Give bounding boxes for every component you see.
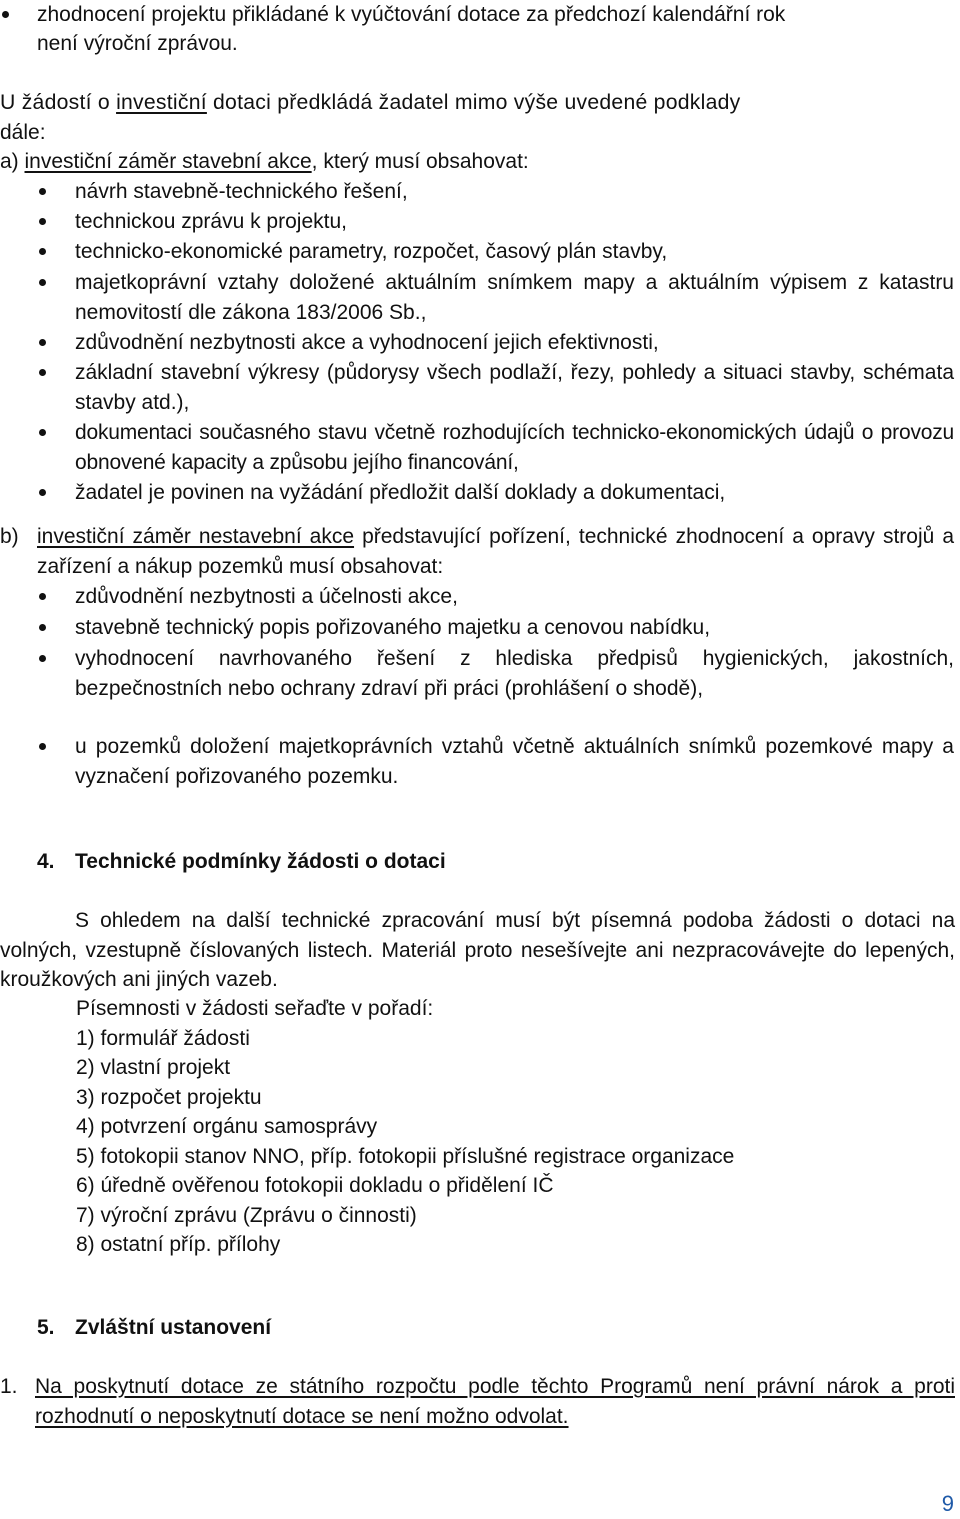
list-a-text: zdůvodnění nezbytnosti akce a vyhodnocení jejich efektivnosti, <box>75 331 659 354</box>
list-a-item-3 <box>39 268 954 324</box>
intro-bullet-line-1: zhodnocení projektu přikládané k vyúčtování dotace za předchozí kalendářní rok <box>37 3 786 26</box>
item-b <box>37 522 954 581</box>
list-a-item-1 <box>39 207 347 233</box>
section4-order-intro: Písemnosti v žádosti seřaďte v pořadí: <box>76 997 434 1020</box>
bullet-icon <box>39 339 46 346</box>
section5-item-num: 1. <box>0 1375 18 1398</box>
list-b-item-0 <box>39 582 458 608</box>
list-a-text: dokumentaci současného stavu včetně rozhodujících technicko-ekonomických údajů o provozu obnovené kapacity a způsobu jejího financování, <box>75 421 954 474</box>
section5-item-text: Na poskytnutí dotace ze státního rozpočtu podle těchto Programů není právní nárok a proti rozhodnutí o neposkytnutí dotace se není možno odvolat. <box>35 1375 955 1428</box>
section5-number: 5. <box>37 1316 55 1339</box>
section4-heading <box>37 847 446 877</box>
order-item: 3) rozpočet projektu <box>76 1085 262 1109</box>
list-b-item-2 <box>39 644 954 700</box>
bullet-icon <box>39 248 46 255</box>
intro-bullet <box>0 0 960 55</box>
item-a-rest: , který musí obsahovat: <box>311 150 529 173</box>
list-a-text: návrh stavebně-technického řešení, <box>75 180 408 203</box>
invest-intro <box>0 88 956 147</box>
section4-order <box>76 994 734 1260</box>
bullet-icon <box>39 279 46 286</box>
list-b-text: vyhodnocení navrhovaného řešení z hlediska předpisů hygienických, jakostních, bezpečnostních nebo ochrany zdraví při práci (prohlášení o shodě), <box>75 647 954 700</box>
intro-bullet-line-2: není výroční zprávou. <box>37 32 238 55</box>
bullet-icon <box>39 743 46 750</box>
order-item: 8) ostatní příp. přílohy <box>76 1233 281 1256</box>
list-a-item-0 <box>39 177 408 203</box>
order-item: 7) výroční zprávu (Zprávu o činnosti) <box>76 1203 417 1227</box>
section4-paragraph: S ohledem na další technické zpracování musí být písemná podoba žádosti o dotaci na volných, vzestupně číslovaných listech. Materiál proto nesešívejte ani nezpracovávejte do lepených, kroužkových ani jiných vazeb. <box>0 909 955 991</box>
item-b-rest: představující pořízení, technické zhodnocení a opravy strojů a zařízení a nákup pozemků musí obsahovat: <box>37 525 954 578</box>
bullet-icon <box>39 593 46 600</box>
item-a <box>0 147 529 177</box>
bullet-icon <box>2 11 9 18</box>
list-b-item-3 <box>39 732 954 788</box>
bullet-icon <box>39 188 46 195</box>
bullet-icon <box>39 369 46 376</box>
list-a-text: žadatel je povinen na vyžádání předložit další doklady a dokumentaci, <box>75 481 726 504</box>
item-b-prefix: b) <box>0 525 19 548</box>
order-item: 4) potvrzení orgánu samosprávy <box>76 1115 378 1138</box>
bullet-icon <box>39 218 46 225</box>
order-item: 2) vlastní projekt <box>76 1056 231 1079</box>
list-a-text: technickou zprávu k projektu, <box>75 210 347 233</box>
invest-intro-line2: dále: <box>0 120 46 144</box>
page-number: 9 <box>941 1491 954 1516</box>
list-a-item-7 <box>39 478 726 504</box>
order-item: 5) fotokopii stanov NNO, příp. fotokopii příslušné registrace organizace <box>76 1144 735 1168</box>
section5-title: Zvláštní ustanovení <box>75 1316 272 1339</box>
item-a-underlined: investiční záměr stavební akce <box>24 150 312 173</box>
list-a-item-4 <box>39 328 659 354</box>
section5-heading <box>37 1313 272 1343</box>
invest-intro-underlined: investiční <box>116 91 207 114</box>
section4-number: 4. <box>37 850 55 873</box>
list-a-text: technicko-ekonomické parametry, rozpočet, časový plán stavby, <box>75 240 668 263</box>
list-a-item-6 <box>39 418 954 474</box>
list-b-item-1 <box>39 613 711 639</box>
list-a-item-2 <box>39 237 668 263</box>
order-item: 6) úředně ověřenou fotokopii dokladu o přidělení IČ <box>76 1174 554 1197</box>
bullet-icon <box>39 489 46 496</box>
bullet-icon <box>39 429 46 436</box>
section4-title: Technické podmínky žádosti o dotaci <box>75 850 446 873</box>
list-a-text: základní stavební výkresy (půdorysy všech podlaží, řezy, pohledy a situaci stavby, schémata stavby atd.), <box>75 361 954 414</box>
list-b-text: stavebně technický popis pořizovaného majetku a cenovou nabídku, <box>75 616 711 639</box>
list-b-text: u pozemků doložení majetkoprávních vztahů včetně aktuálních snímků pozemkové mapy a vyznačení pořizovaného pozemku. <box>75 735 954 788</box>
list-a-text: majetkoprávní vztahy doložené aktuálním snímkem mapy a aktuálním výpisem z katastru nemovitostí dle zákona 183/2006 Sb., <box>75 271 954 324</box>
bullet-icon <box>39 624 46 631</box>
bullet-icon <box>39 655 46 662</box>
invest-intro-after: dotaci předkládá žadatel mimo výše uvedené podklady <box>206 91 741 114</box>
invest-intro-before: U žádostí o <box>0 91 117 114</box>
list-a-item-5 <box>39 358 954 414</box>
item-a-prefix: a) <box>0 150 25 173</box>
order-item: 1) formulář žádosti <box>76 1026 250 1050</box>
item-b-underlined: investiční záměr nestavební akce <box>37 525 355 548</box>
list-b-text: zdůvodnění nezbytnosti a účelnosti akce, <box>75 585 458 608</box>
